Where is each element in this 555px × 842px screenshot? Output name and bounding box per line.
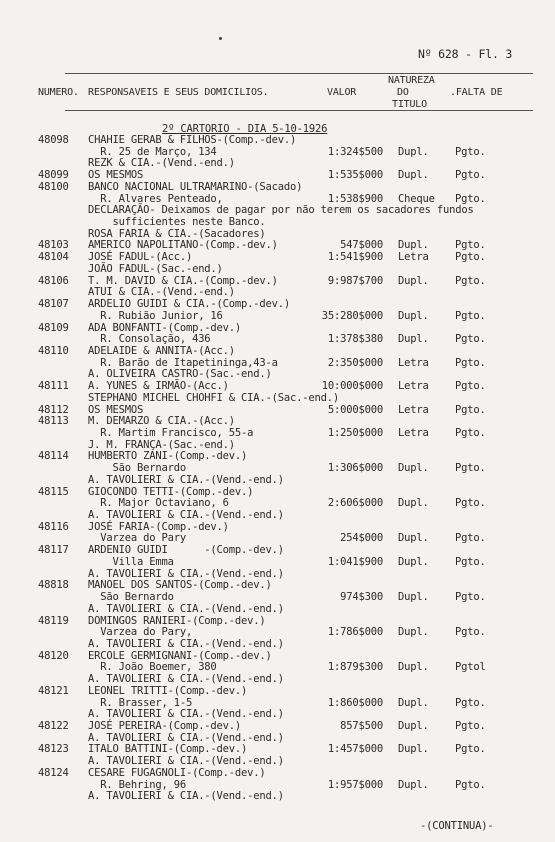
- entry-number: 48113: [38, 415, 69, 427]
- entry-value: 1:306$000: [327, 462, 383, 474]
- entry-text: R. Behring, 96: [88, 779, 186, 791]
- entry-nature: Dupl.: [398, 146, 429, 158]
- entry-text: A. TAVOLIERI & CIA.-(Vend.-end.): [88, 474, 284, 486]
- entry-value: 1:541$900: [327, 251, 383, 263]
- entry-text: ARDELIO GUIDI & CIA.-(Comp.-dev.): [88, 298, 291, 310]
- entry-text: JOSÉ FADUL-(Acc.): [88, 251, 193, 263]
- continuation-note: -(CONTINUA)-: [420, 820, 494, 832]
- header-natureza-titulo: TITULO: [392, 99, 427, 110]
- entry-nature: Dupl.: [398, 626, 429, 638]
- entry-value: 10:000$000: [321, 380, 383, 392]
- entry-nature: Dupl.: [398, 310, 429, 322]
- entry-text: R. Brasser, 1-5: [88, 697, 193, 709]
- entry-number: 48112: [38, 404, 69, 416]
- entry-reason: Pgto.: [455, 779, 486, 791]
- entry-value: 254$000: [340, 532, 383, 544]
- entry-nature: Dupl.: [398, 532, 429, 544]
- entry-value: 9:987$700: [327, 275, 383, 287]
- entry-value: 1:535$000: [327, 169, 383, 181]
- entry-text: BANCO NACIONAL ULTRAMARINO-(Sacado): [88, 181, 303, 193]
- entry-text: ATUI & CIA.-(Vend.-end.): [88, 286, 235, 298]
- entry-reason: Pgto.: [455, 146, 486, 158]
- entry-nature: Dupl.: [398, 239, 429, 251]
- entry-number: 48099: [38, 169, 69, 181]
- entry-text: R. Alvares Penteado,: [88, 193, 223, 205]
- entry-text: Villa Emma: [88, 556, 174, 568]
- entry-text: A. TAVOLIERI & CIA.-(Vend.-end.): [88, 568, 284, 580]
- entry-reason: Pgto.: [455, 720, 486, 732]
- header-falta: .FALTA DE: [450, 87, 503, 98]
- ink-dot: [219, 37, 222, 40]
- entry-number: 48107: [38, 298, 69, 310]
- entry-text: ADA BONFANTI-(Comp.-dev.): [88, 322, 242, 334]
- entry-nature: Dupl.: [398, 743, 429, 755]
- entry-text: GIOCONDO TETTI-(Comp.-dev.): [88, 486, 254, 498]
- entry-text: A. TAVOLIERI & CIA.-(Vend.-end.): [88, 755, 284, 767]
- entry-text: A. TAVOLIERI & CIA.-(Vend.-end.): [88, 638, 284, 650]
- entry-nature: Dupl.: [398, 497, 429, 509]
- entry-text: R. Rubião Junior, 16: [88, 310, 223, 322]
- entry-text: CESARE FUGAGNOLI-(Comp.-dev.): [88, 767, 266, 779]
- entry-nature: Dupl.: [398, 697, 429, 709]
- entry-number: 48116: [38, 521, 69, 533]
- entry-reason: Pgto.: [455, 462, 486, 474]
- entry-text: A. TAVOLIERI & CIA.-(Vend.-end.): [88, 603, 284, 615]
- entry-text: JOÃO FADUL-(Sac.-end.): [88, 263, 223, 275]
- entry-text: A. TAVOLIERI & CIA.-(Vend.-end.): [88, 790, 284, 802]
- entry-value: 1:879$300: [327, 661, 383, 673]
- entry-value: 974$300: [340, 591, 383, 603]
- entry-number: 48122: [38, 720, 69, 732]
- header-natureza-do: DO: [397, 87, 409, 98]
- header-rule-bottom: [65, 110, 533, 111]
- entry-number: 48104: [38, 251, 69, 263]
- entry-reason: Pgto.: [455, 427, 486, 439]
- entry-nature: Dupl.: [398, 720, 429, 732]
- entry-number: 48098: [38, 134, 69, 146]
- entry-text: A. OLIVEIRA CASTRO-(Sac.-end.): [88, 368, 272, 380]
- entry-reason: Pgto.: [455, 532, 486, 544]
- entry-value: 1:378$380: [327, 333, 383, 345]
- entry-reason: Pgto.: [455, 310, 486, 322]
- entry-text: ERCOLE GERMIGNANI-(Comp.-dev.): [88, 650, 272, 662]
- entry-reason: Pgto.: [455, 193, 486, 205]
- entry-text: ARDENIO GUIDI -(Comp.-dev.): [88, 544, 284, 556]
- entry-number: 48117: [38, 544, 69, 556]
- entry-text: T. M. DAVID & CIA.-(Comp.-dev.): [88, 275, 278, 287]
- entry-text: STEPHANO MICHEL CHOHFI & CIA.-(Sac.-end.): [88, 392, 339, 404]
- entry-number: 48121: [38, 685, 69, 697]
- entry-text: A. TAVOLIERI & CIA.-(Vend.-end.): [88, 673, 284, 685]
- entry-text: CHAHIE GERAB & FILHOS-(Comp.-dev.): [88, 134, 297, 146]
- entry-number: 48114: [38, 450, 69, 462]
- entry-reason: Pgto.: [455, 556, 486, 568]
- entry-text: A. TAVOLIERI & CIA.-(Vend.-end.): [88, 708, 284, 720]
- entry-text: ROSA FARIA & CIA.-(Sacadores): [88, 228, 266, 240]
- entry-nature: Letra: [398, 380, 429, 392]
- entry-number: 48111: [38, 380, 69, 392]
- entry-nature: Letra: [398, 404, 429, 416]
- entry-reason: Pgto.: [455, 743, 486, 755]
- entry-nature: Dupl.: [398, 661, 429, 673]
- entry-number: 48123: [38, 743, 69, 755]
- entry-reason: Pgto.: [455, 169, 486, 181]
- entry-nature: Dupl.: [398, 275, 429, 287]
- entry-value: 1:457$000: [327, 743, 383, 755]
- entry-nature: Cheque: [398, 193, 435, 205]
- entry-text: DOMINGOS RANIERI-(Comp.-dev.): [88, 615, 266, 627]
- entry-number: 48100: [38, 181, 69, 193]
- entry-text: M. DEMARZO & CIA.-(Acc.): [88, 415, 235, 427]
- entry-reason: Pgto.: [455, 239, 486, 251]
- entry-nature: Letra: [398, 251, 429, 263]
- entry-value: 5:000$000: [327, 404, 383, 416]
- entry-value: 1:324$500: [327, 146, 383, 158]
- entry-text: R. 25 de Março, 134: [88, 146, 217, 158]
- entry-value: 1:250$000: [327, 427, 383, 439]
- entry-text: AMERICO NAPOLITANO-(Comp.-dev.): [88, 239, 278, 251]
- entry-text: sufficientes neste Banco.: [88, 216, 266, 228]
- entry-nature: Dupl.: [398, 333, 429, 345]
- entry-text: REZK & CIA.-(Vend.-end.): [88, 157, 235, 169]
- entry-nature: Letra: [398, 357, 429, 369]
- entry-number: 48103: [38, 239, 69, 251]
- entry-text: J. M. FRANÇA-(Sac.-end.): [88, 439, 235, 451]
- entry-number: 48124: [38, 767, 69, 779]
- entry-reason: Pgto.: [455, 591, 486, 603]
- entry-nature: Dupl.: [398, 462, 429, 474]
- entry-nature: Dupl.: [398, 169, 429, 181]
- entry-reason: Pgto.: [455, 626, 486, 638]
- entry-value: 1:957$000: [327, 779, 383, 791]
- section-title: 2º CARTORIO - DIA 5-10-1926: [162, 123, 328, 135]
- entry-text: A. YUNES & IRMÃO-(Acc.): [88, 380, 229, 392]
- entry-text: R. Barão de Itapetininga,43-a: [88, 357, 278, 369]
- entry-reason: Pgto.: [455, 380, 486, 392]
- entry-text: São Bernardo: [88, 591, 174, 603]
- entry-text: A. TAVOLIERI & CIA.-(Vend.-end.): [88, 732, 284, 744]
- entry-text: A. TAVOLIERI & CIA.-(Vend.-end.): [88, 509, 284, 521]
- entry-nature: Letra: [398, 427, 429, 439]
- entry-text: LEONEL TRITTI-(Comp.-dev.): [88, 685, 248, 697]
- entry-value: 2:606$000: [327, 497, 383, 509]
- entry-number: 48120: [38, 650, 69, 662]
- entry-nature: Dupl.: [398, 556, 429, 568]
- entry-text: MANOEL DOS SANTOS-(Comp.-dev.): [88, 579, 272, 591]
- entry-number: 48119: [38, 615, 69, 627]
- entry-reason: Pgto.: [455, 404, 486, 416]
- entry-number: 48818: [38, 579, 69, 591]
- entry-text: ADELAIDE & ANNITA-(Acc.): [88, 345, 235, 357]
- entry-text: DECLARAÇÃO- Deixamos de pagar por não terem os sacadores fundos: [88, 204, 474, 216]
- header-rule-top: [65, 73, 533, 74]
- entry-text: Varzea do Pary: [88, 532, 186, 544]
- entry-value: 1:860$000: [327, 697, 383, 709]
- entry-reason: Pgto.: [455, 251, 486, 263]
- entry-reason: Pgto.: [455, 697, 486, 709]
- entry-value: 857$500: [340, 720, 383, 732]
- entry-value: 1:538$900: [327, 193, 383, 205]
- entry-reason: Pgto.: [455, 333, 486, 345]
- entry-text: R. João Boemer, 380: [88, 661, 217, 673]
- entry-nature: Dupl.: [398, 591, 429, 603]
- entry-reason: Pgto.: [455, 357, 486, 369]
- entry-text: OS MESMOS: [88, 169, 144, 181]
- entry-text: Varzea do Pary,: [88, 626, 193, 638]
- header-natureza: NATUREZA: [388, 75, 435, 86]
- entry-value: 2:350$000: [327, 357, 383, 369]
- header-numero: NUMERO.: [38, 87, 79, 98]
- entry-text: JOSÉ PEREIRA-(Comp.-dev.): [88, 720, 242, 732]
- entry-value: 35:280$000: [321, 310, 383, 322]
- entry-nature: Dupl.: [398, 779, 429, 791]
- header-responsaveis: RESPONSAVEIS E SEUS DOMICILIOS.: [88, 87, 269, 98]
- entry-reason: Pgtol: [455, 661, 486, 673]
- header-valor: VALOR: [327, 87, 357, 98]
- entry-value: 1:786$000: [327, 626, 383, 638]
- entry-text: HUMBERTO ZANI-(Comp.-dev.): [88, 450, 248, 462]
- entry-value: 547$000: [340, 239, 383, 251]
- entry-text: R. Martim Francisco, 55-a: [88, 427, 254, 439]
- entry-text: São Bernardo: [88, 462, 186, 474]
- entry-text: ITALO BATTINI-(Comp.-dev.): [88, 743, 248, 755]
- page-number: Nº 628 - Fl. 3: [418, 47, 513, 61]
- entry-value: 1:041$900: [327, 556, 383, 568]
- entry-reason: Pgto.: [455, 275, 486, 287]
- entry-text: R. Major Octaviano, 6: [88, 497, 229, 509]
- entry-number: 48109: [38, 322, 69, 334]
- entry-text: OS MESMOS: [88, 404, 144, 416]
- entry-text: JOSÉ FARIA-(Comp.-dev.): [88, 521, 229, 533]
- entry-text: R. Consolação, 436: [88, 333, 211, 345]
- entry-number: 48115: [38, 486, 69, 498]
- entry-number: 48110: [38, 345, 69, 357]
- entry-number: 48106: [38, 275, 69, 287]
- entry-reason: Pgto.: [455, 497, 486, 509]
